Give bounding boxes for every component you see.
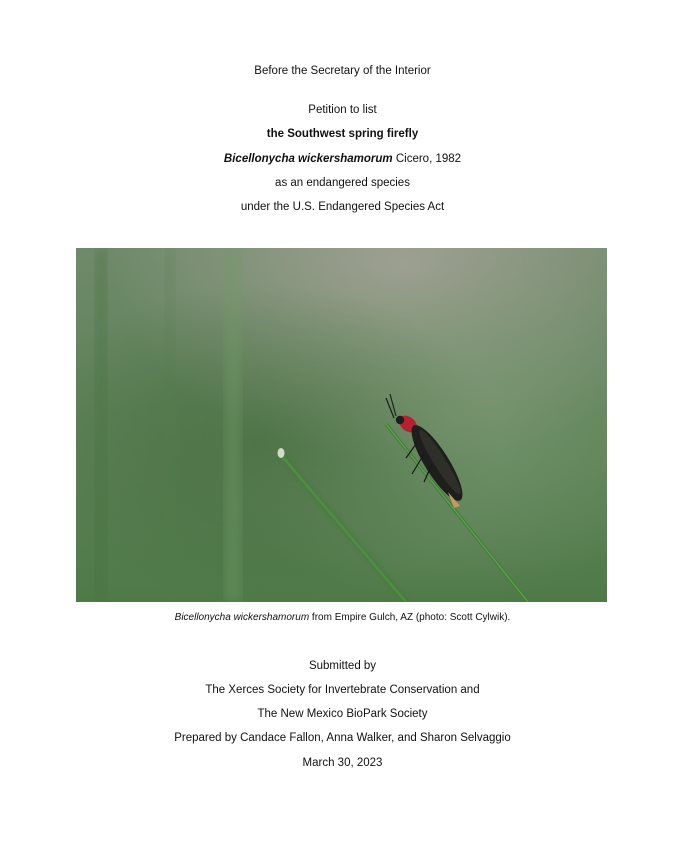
caption-credit: from Empire Gulch, AZ (photo: Scott Cylwik). bbox=[309, 612, 511, 623]
listing-status: as an endangered species bbox=[275, 177, 410, 189]
species-common-name: the Southwest spring firefly bbox=[266, 128, 419, 140]
submission-date: March 30, 2023 bbox=[302, 757, 383, 769]
species-authority: Cicero, 1982 bbox=[392, 153, 462, 165]
photo-caption bbox=[0, 611, 685, 624]
submitted-by-label: Submitted by bbox=[308, 660, 377, 672]
petition-addressee: Before the Secretary of the Interior bbox=[254, 65, 431, 77]
species-scientific-name bbox=[0, 152, 685, 166]
submitter-xerces: The Xerces Society for Invertebrate Conservation and bbox=[205, 684, 480, 696]
petition-intro: Petition to list bbox=[308, 104, 377, 116]
species-binomial: Bicellonycha wickershamorum bbox=[223, 153, 393, 165]
submitter-biopark: The New Mexico BioPark Society bbox=[257, 708, 428, 720]
prepared-by: Prepared by Candace Fallon, Anna Walker, and Sharon Selvaggio bbox=[174, 732, 511, 744]
listing-act: under the U.S. Endangered Species Act bbox=[240, 201, 445, 213]
firefly-photo bbox=[76, 248, 607, 602]
caption-species: Bicellonycha wickershamorum bbox=[174, 612, 310, 623]
firefly-photo-image bbox=[76, 248, 607, 602]
